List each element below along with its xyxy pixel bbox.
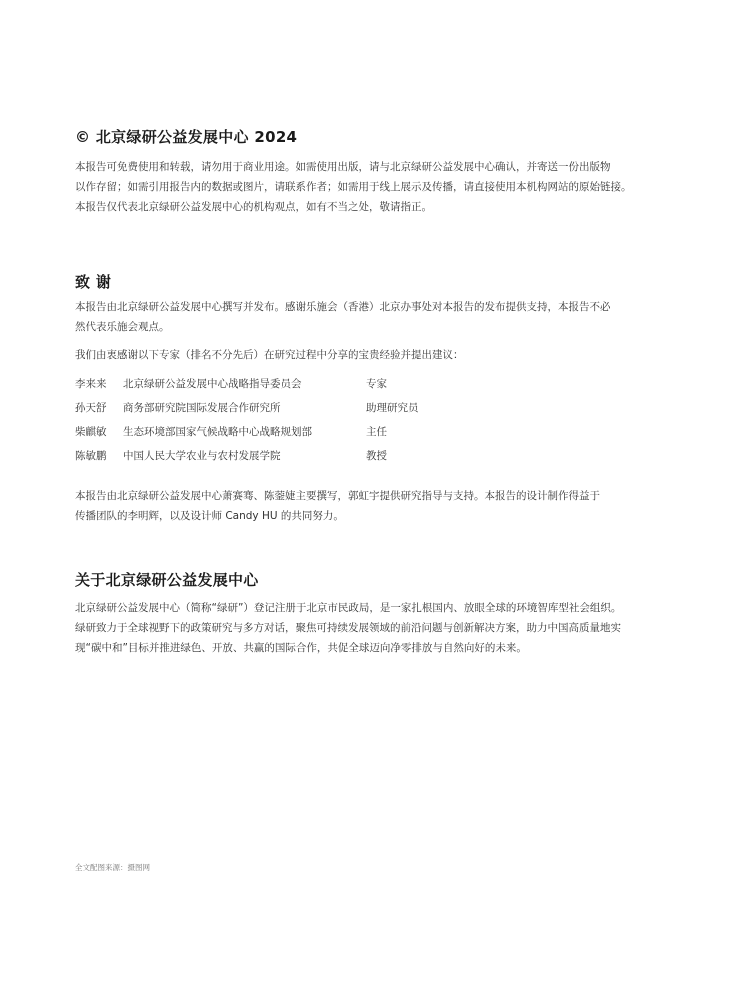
copyright-line: 本报告可免费使用和转载，请勿用于商业用途。如需使用出版，请与北京绿研公益发展中心确认，并寄送一份出版物 bbox=[75, 161, 611, 173]
expert-name: 陈敏鹏 bbox=[75, 450, 107, 462]
ack-intro-line: 然代表乐施会观点。 bbox=[75, 321, 170, 333]
expert-name: 柴麒敏 bbox=[75, 426, 107, 438]
copyright-line: 以作存留；如需引用报告内的数据或图片，请联系作者；如需用于线上展示及传播，请直接使用本机构网站的原始链接。 bbox=[75, 181, 632, 193]
expert-org: 生态环境部国家气候战略中心战略规划部 bbox=[123, 426, 312, 438]
expert-org: 中国人民大学农业与农村发展学院 bbox=[123, 450, 281, 462]
expert-role: 教授 bbox=[366, 450, 387, 462]
expert-name: 李来来 bbox=[75, 378, 107, 390]
about-text bbox=[75, 598, 665, 658]
copyright-heading: © 北京绿研公益发展中心 2024 bbox=[75, 128, 298, 146]
expert-org: 北京绿研公益发展中心战略指导委员会 bbox=[123, 378, 302, 390]
acknowledgements-heading: 致 谢 bbox=[75, 273, 112, 291]
ack-closing-line: 本报告由北京绿研公益发展中心萧赛骞、陈蓥婕主要撰写，郭虹宇提供研究指导与支持。本报告的设计制作得益于 bbox=[75, 490, 600, 502]
ack-closing-line: 传播团队的李明辉，以及设计师 Candy HU 的共同努力。 bbox=[75, 510, 344, 522]
about-line: 绿研致力于全球视野下的政策研究与多方对话，聚焦可持续发展领域的前沿问题与创新解决方案，助力中国高质量地实 bbox=[75, 622, 621, 634]
copyright-text bbox=[75, 157, 665, 217]
experts-intro bbox=[75, 345, 665, 365]
about-heading: 关于北京绿研公益发展中心 bbox=[75, 571, 259, 589]
about-line: 现“碳中和”目标并推进绿色、开放、共赢的国际合作，共促全球迈向净零排放与自然向好的未来。 bbox=[75, 642, 527, 654]
experts-intro-line: 我们由衷感谢以下专家（排名不分先后）在研究过程中分享的宝贵经验并提出建议： bbox=[75, 349, 464, 361]
expert-org: 商务部研究院国际发展合作研究所 bbox=[123, 402, 281, 414]
about-line: 北京绿研公益发展中心（简称“绿研”）登记注册于北京市民政局，是一家扎根国内、放眼全球的环境智库型社会组织。 bbox=[75, 602, 622, 614]
acknowledgements-closing bbox=[75, 486, 665, 526]
acknowledgements-intro bbox=[75, 297, 665, 337]
expert-role: 主任 bbox=[366, 426, 387, 438]
image-source-footnote: 全文配图来源：摄图网 bbox=[75, 863, 150, 872]
expert-name: 孙天舒 bbox=[75, 402, 107, 414]
copyright-line: 本报告仅代表北京绿研公益发展中心的机构观点，如有不当之处，敬请指正。 bbox=[75, 201, 432, 213]
expert-role: 助理研究员 bbox=[366, 402, 419, 414]
ack-intro-line: 本报告由北京绿研公益发展中心撰写并发布。感谢乐施会（香港）北京办事处对本报告的发布提供支持，本报告不必 bbox=[75, 301, 611, 313]
expert-role: 专家 bbox=[366, 378, 387, 390]
